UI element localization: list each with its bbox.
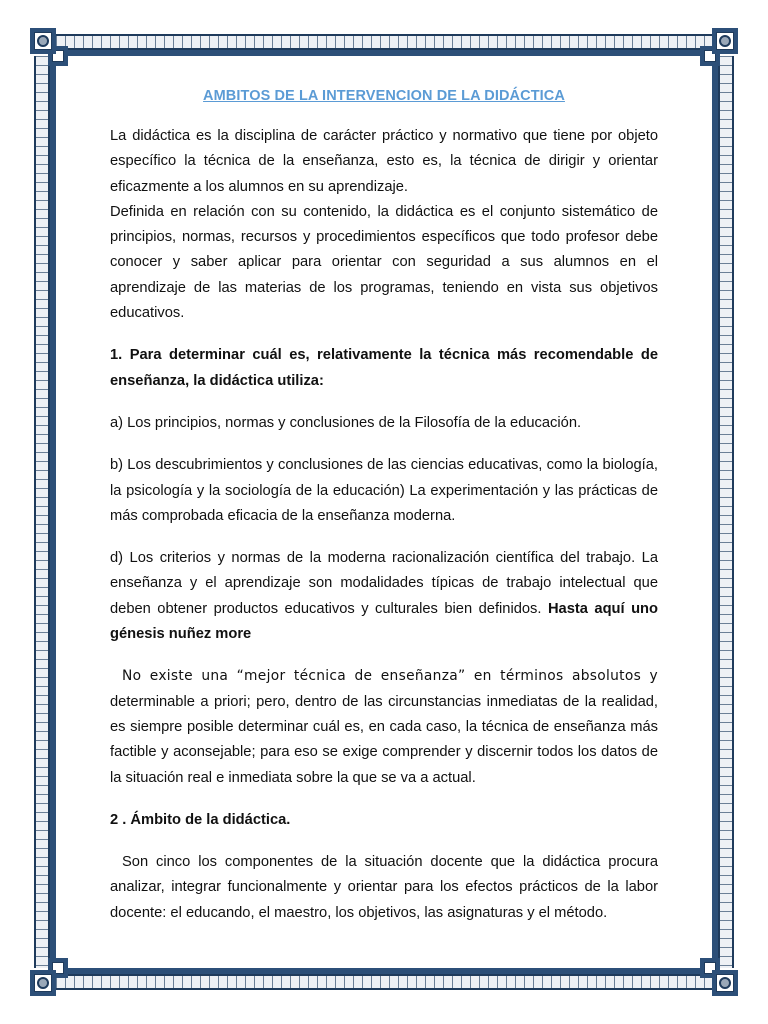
- best-technique-rest: determinable a priori; pero, dentro de las circunstancias inmediatas de la realidad, es siempre posible determinar cuál es, en cada caso, la técnica de enseñanza más factible y aconsejable; para eso se exige comprender y discernir todos los datos de la situación real e inmediata sobre la que se va a actual.: [110, 693, 658, 786]
- list-item-d-bold-note: Hasta aquí uno génesis nuñez more: [110, 600, 658, 643]
- best-technique-lead: No existe una “mejor técnica de enseñanza” en términos absolutos y: [122, 668, 658, 685]
- border-right-rail: [718, 56, 734, 968]
- section-2-heading: 2 . Ámbito de la didáctica.: [110, 811, 291, 828]
- border-right-inner-line: [712, 58, 718, 966]
- document-body: [110, 88, 658, 943]
- list-item-a: a) Los principios, normas y conclusiones de la Filosofía de la educación.: [110, 414, 582, 431]
- section-1-heading: 1. Para determinar cuál es, relativamente la técnica más recomendable de enseñanza, la didáctica utiliza:: [110, 347, 658, 389]
- document-title: AMBITOS DE LA INTERVENCION DE LA DIDÁCTICA: [203, 88, 565, 104]
- list-item-b: b) Los descubrimientos y conclusiones de las ciencias educativas, como la biología, la psicología y la sociología de la educación) La experimentación y las prácticas de más comprobada eficacia de la enseñanza moderna.: [110, 457, 658, 524]
- border-top-inner-line: [58, 50, 710, 56]
- border-bottom-inner-line: [58, 968, 710, 974]
- intro-text-a: La didáctica es la disciplina de carácter práctico y normativo que tiene por objeto específico la técnica de la enseñanza, esto es, la técnica de dirigir y orientar eficazmente a los alumnos en su aprendizaje.: [110, 128, 658, 195]
- intro-paragraph: [110, 124, 658, 326]
- scope-paragraph: Son cinco los componentes de la situación docente que la didáctica procura analizar, integrar funcionalmente y orientar para los efectos prácticos de la labor docente: el educando, el maestro, los objetivos, las asignaturas y el método.: [110, 854, 658, 921]
- list-item-d-text: d) Los criterios y normas de la moderna racionalización científica del trabajo. La enseñanza y el aprendizaje son modalidades típicas de trabajo intelectual que deben obtener productos educativos y culturales bien definidos.: [110, 550, 658, 617]
- border-left-rail: [34, 56, 50, 968]
- corner-ornament-bottom-right: [694, 952, 738, 996]
- corner-ornament-bottom-left: [30, 952, 74, 996]
- border-left-inner-line: [50, 58, 56, 966]
- border-bottom-rail: [56, 974, 712, 990]
- list-item-d: [110, 546, 658, 647]
- corner-ornament-top-right: [694, 28, 738, 72]
- border-top-rail: [56, 34, 712, 50]
- best-technique-paragraph: [110, 664, 658, 790]
- intro-text-b: Definida en relación con su contenido, la didáctica es el conjunto sistemático de principios, normas, recursos y procedimientos específicos que todo profesor debe conocer y saber aplicar para orientar con seguridad a sus alumnos en el aprendizaje de las materias de los programas, teniendo en vista sus objetivos educativos.: [110, 203, 658, 322]
- corner-ornament-top-left: [30, 28, 74, 72]
